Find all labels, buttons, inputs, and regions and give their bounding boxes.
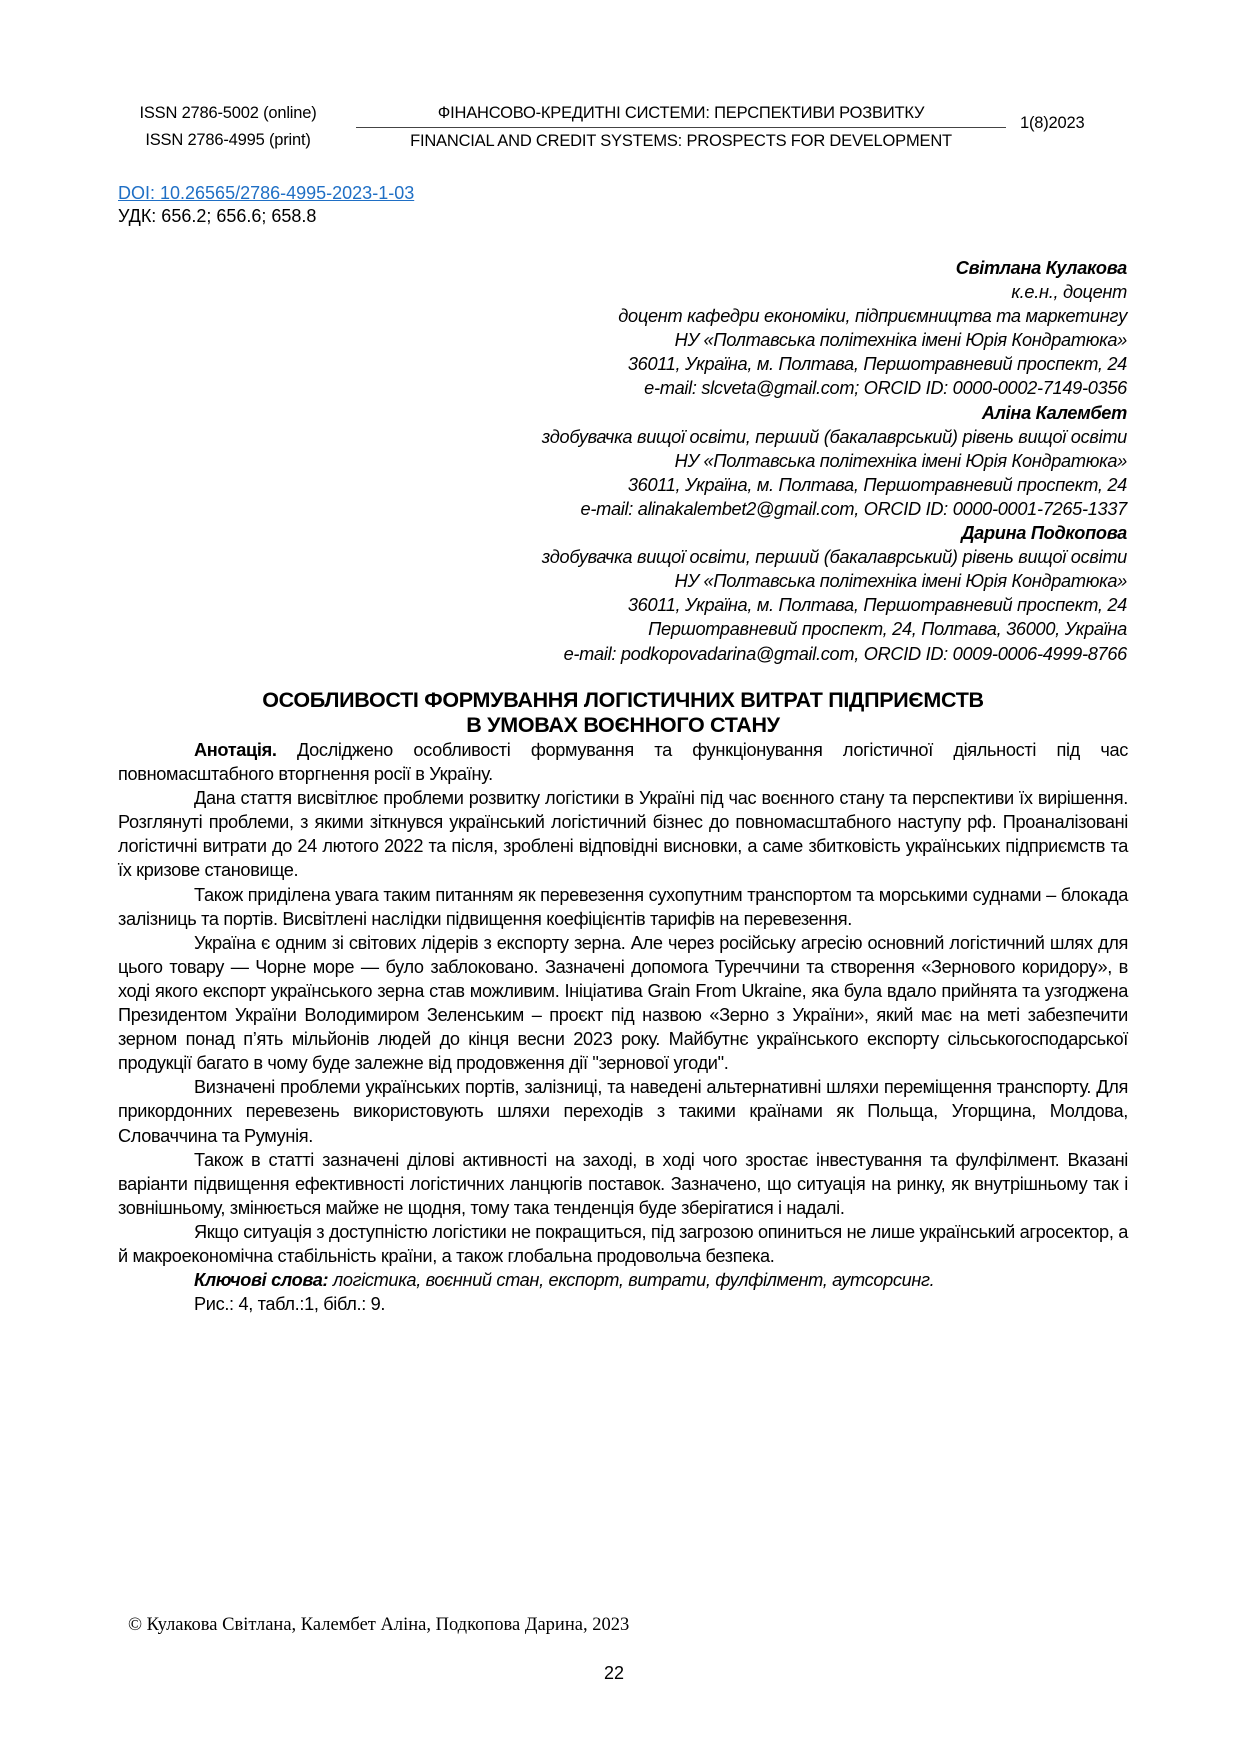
author-contact: e-mail: alinakalembet2@gmail.com, ORCID ID: 0000-0001-7265-1337: [580, 498, 1127, 519]
doi-line: [118, 182, 414, 204]
author-position: здобувачка вищої освіти, перший (бакалаврський) рівень вищої освіти: [541, 426, 1127, 447]
article-title-line-2: В УМОВАХ ВОЄННОГО СТАНУ: [466, 713, 780, 737]
author-contact: e-mail: podkopovadarina@gmail.com, ORCID ID: 0009-0006-4999-8766: [563, 643, 1127, 664]
journal-title-block: [356, 100, 1006, 155]
keywords-label: Ключові слова:: [194, 1270, 329, 1291]
journal-title-en: FINANCIAL AND CREDIT SYSTEMS: PROSPECTS FOR DEVELOPMENT: [410, 132, 952, 150]
author-address: 36011, Україна, м. Полтава, Першотравневий проспект, 24: [627, 595, 1127, 616]
issn-online: ISSN 2786-5002 (online): [139, 104, 317, 122]
author-address-alt: Першотравневий проспект, 24, Полтава, 36000, Україна: [648, 619, 1127, 640]
author-name: Аліна Калембет: [981, 402, 1127, 423]
abstract-label: Анотація.: [194, 740, 277, 760]
abstract-paragraph: Якщо ситуація з доступністю логістики не покращиться, під загрозою опиниться не лише український агросектор, а й макроекономічна стабільність країни, а також глобальна продовольча безпека.: [118, 1221, 1128, 1266]
abstract-lead-paragraph: [118, 738, 1128, 786]
author-name: Світлана Кулакова: [955, 258, 1127, 278]
abstract-paragraph: Також приділена увага таким питанням як перевезення сухопутним транспортом та морськими суднами – блокада залізниць та портів. Висвітлені наслідки підвищення коефіцієнтів тарифів на перевезення.: [118, 884, 1128, 929]
abstract-paragraph: Дана стаття висвітлює проблеми розвитку логістики в Україні під час воєнного стану та перспективи їх вирішення. Розглянуті проблеми, з якими зіткнувся український логістичний бізнес до повномасштабного наступу рф. Проаналізовані логістичні витрати до 24 лютого 2022 та після, зроблені відповідні висновки, а саме збитковість українських підприємств та їх кризове становище.: [118, 788, 1128, 881]
issue-number: 1(8)2023: [1020, 114, 1085, 132]
issn-block: [112, 100, 344, 154]
authors-block: [542, 256, 1127, 666]
udc-code: УДК: 656.2; 656.6; 658.8: [118, 206, 317, 226]
copyright-notice: © Кулакова Світлана, Калембет Аліна, Подкопова Дарина, 2023: [128, 1615, 630, 1635]
author-position: доцент кафедри економіки, підприємництва та маркетингу: [618, 306, 1127, 327]
article-stats: Рис.: 4, табл.:1, бібл.: 9.: [194, 1294, 386, 1315]
keywords-line: [118, 1268, 1128, 1292]
abstract-paragraph: Україна є одним зі світових лідерів з експорту зерна. Але через російську агресію основний логістичний шлях для цього товару — Чорне море — було заблоковано. Зазначені допомога Туреччини та створення «Зернового коридору», в ході якого експорт українського зерна став можливим. Ініціатива Grain From Ukraine, яка була вдало прийнята та узгоджена Президентом України Володимиром Зеленським – проєкт під назвою «Зерно з України», який має на меті забезпечити зерном понад п’ять мільйонів людей до кінця весни 2023 року. Майбутнє українського експорту сільськогосподарської продукції багато в чому буде залежне від продовження дії "зернової угоди".: [118, 932, 1128, 1074]
journal-title-ua: ФІНАНСОВО-КРЕДИТНІ СИСТЕМИ: ПЕРСПЕКТИВИ РОЗВИТКУ: [356, 100, 1006, 128]
abstract-paragraph: Визначені проблеми українських портів, залізниці, та наведені альтернативні шляхи переміщення транспорту. Для прикордонних перевезень використовують шляхи переходів з такими країнами як Польща, Угорщина, Молдова, Словаччина та Румунія.: [118, 1077, 1128, 1146]
author-position: здобувачка вищої освіти, перший (бакалаврський) рівень вищої освіти: [541, 547, 1127, 568]
author-affiliation: НУ «Полтавська політехніка імені Юрія Кондратюка»: [674, 571, 1127, 592]
abstract-paragraph: Також в статті зазначені ділові активності на заході, в ході чого зростає інвестування та фулфілмент. Вказані варіанти підвищення ефективності логістичних ланцюгів поставок. Зазначено, що ситуація на ринку, як внутрішньому так і зовнішньому, змінюється майже не щодня, тому така тенденція буде зберігатися і надалі.: [118, 1149, 1128, 1218]
author-affiliation: НУ «Полтавська політехніка імені Юрія Кондратюка»: [674, 450, 1127, 471]
author-degree: к.е.н., доцент: [1011, 282, 1127, 303]
author-contact: e-mail: slcveta@gmail.com; ORCID ID: 0000-0002-7149-0356: [644, 378, 1127, 399]
article-title-line-1: ОСОБЛИВОСТІ ФОРМУВАННЯ ЛОГІСТИЧНИХ ВИТРАТ ПІДПРИЄМСТВ: [262, 688, 984, 712]
author-address: 36011, Україна, м. Полтава, Першотравневий проспект, 24: [627, 474, 1127, 495]
author-name: Дарина Подкопова: [961, 523, 1127, 544]
author-address: 36011, Україна, м. Полтава, Першотравневий проспект, 24: [627, 354, 1127, 375]
issn-print: ISSN 2786-4995 (print): [145, 131, 311, 149]
author-affiliation: НУ «Полтавська політехніка імені Юрія Кондратюка»: [674, 330, 1127, 351]
keywords-list: логістика, воєнний стан, експорт, витрати, фулфілмент, аутсорсинг.: [328, 1270, 935, 1291]
article-title: [118, 688, 1128, 738]
abstract-lead-text: Досліджено особливості формування та функціонування логістичної діяльності під час повномасштабного вторгнення росії в Україну.: [118, 740, 1128, 785]
doi-link[interactable]: DOI: 10.26565/2786-4995-2023-1-03: [118, 183, 415, 203]
page-number: 22: [604, 1663, 625, 1683]
abstract: [118, 738, 1128, 1316]
